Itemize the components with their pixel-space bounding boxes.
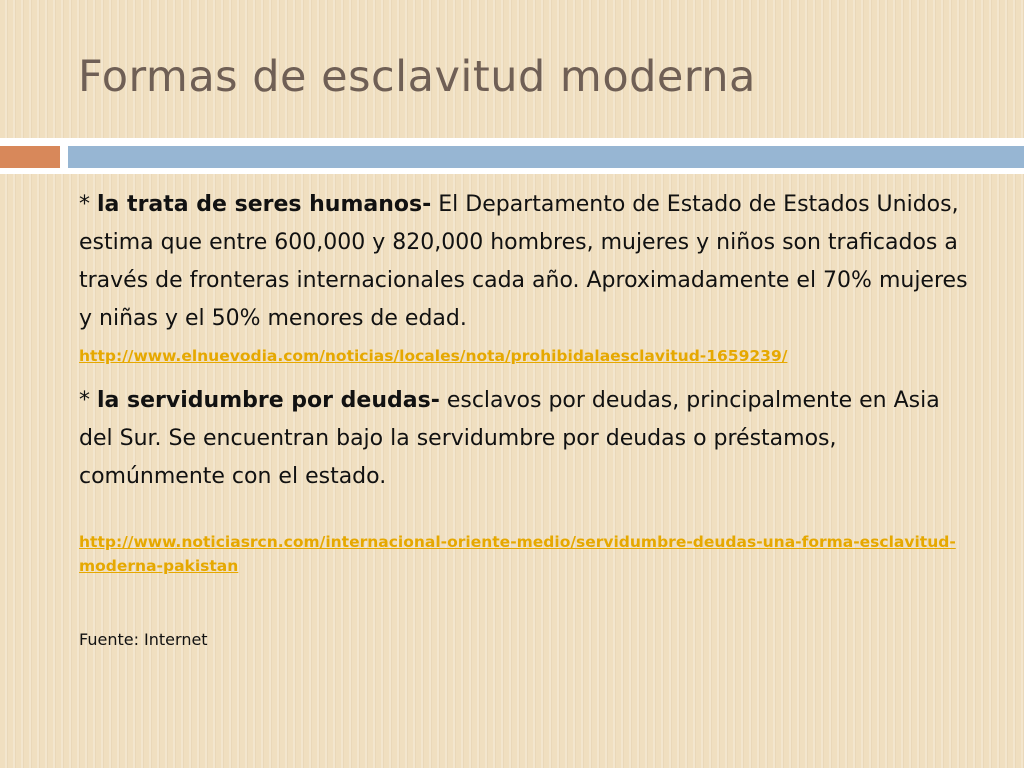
section-body: esclavos por deudas, principalmente en Asia del Sur. Se encuentran bajo la servidumbre por deudas o préstamos, comúnmente con el estado. [79, 388, 940, 489]
divider-accent-block [0, 146, 60, 168]
bullet-marker: * [79, 388, 97, 413]
source-link-elnuevodia[interactable]: http://www.elnuevodia.com/noticias/locales/nota/prohibidalaesclavitud-1659239/ [79, 347, 788, 365]
source-link-noticiasrcn[interactable]: http://www.noticiasrcn.com/internacional-oriente-medio/servidumbre-deudas-una-forma-esclavitud-moderna-pakistan [79, 533, 956, 575]
section-heading: la servidumbre por deudas- [97, 388, 440, 413]
section-body: El Departamento de Estado de Estados Unidos, estima que entre 600,000 y 820,000 hombres, mujeres y niños son traficados a través de fronteras internacionales cada año. Aproximadamente el 70% mujeres y niñas y el 50% menores de edad. [79, 192, 968, 331]
slide-content [79, 186, 979, 650]
section-trata [79, 186, 979, 338]
section-servidumbre [79, 382, 979, 496]
bullet-marker: * [79, 192, 97, 217]
section-heading: la trata de seres humanos- [97, 192, 432, 217]
source-note: Fuente: Internet [79, 630, 208, 649]
divider-main-bar [68, 146, 1024, 168]
slide-title: Formas de esclavitud moderna [78, 52, 756, 102]
